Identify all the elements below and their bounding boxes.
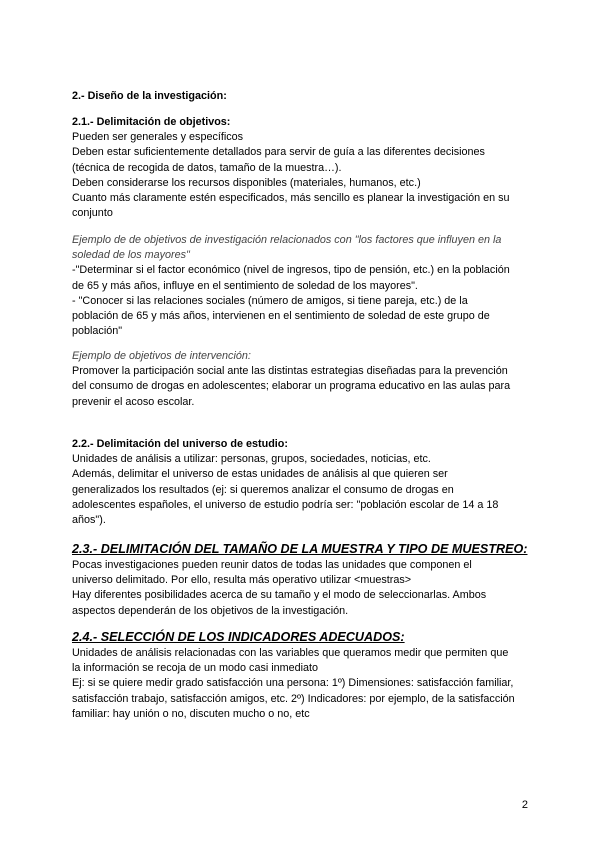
text-line: Pueden ser generales y específicos bbox=[72, 131, 244, 144]
text-line: Promover la participación social ante las distintas estrategias diseñadas para la prevención bbox=[72, 365, 508, 378]
example-title-line: Ejemplo de de objetivos de investigación relacionados con "los factores que influyen en la bbox=[72, 234, 502, 246]
text-line: Deben considerarse los recursos disponibles (materiales, humanos, etc.) bbox=[72, 176, 421, 189]
text-line: Unidades de análisis relacionadas con las variables que queramos medir que permiten que bbox=[72, 647, 509, 659]
example-title: Ejemplo de objetivos de intervención: bbox=[72, 350, 251, 362]
text-line: Deben estar suficientemente detallados para servir de guía a las diferentes decisiones bbox=[72, 146, 485, 159]
text-line: la información se recoja de un modo casi inmediato bbox=[72, 662, 319, 675]
text-line: del consumo de drogas en adolescentes; elaborar un programa educativo en las aulas para bbox=[72, 380, 511, 393]
text-line: Además, delimitar el universo de estas unidades de análisis al que quieren ser bbox=[72, 468, 448, 481]
example-intervention-objectives bbox=[72, 349, 534, 410]
text-line: - "Conocer si las relaciones sociales (número de amigos, si tiene pareja, etc.) de la bbox=[72, 294, 468, 307]
text-line: de 65 y más años, influye en el sentimiento de soledad de los mayores". bbox=[72, 279, 418, 292]
section-2-1 bbox=[72, 115, 534, 221]
section-2-4 bbox=[72, 629, 534, 722]
example-research-objectives bbox=[72, 233, 534, 339]
heading-2-1: 2.1.- Delimitación de objetivos: bbox=[72, 116, 231, 128]
text-line: (técnica de recogida de datos, tamaño de la muestra…). bbox=[72, 161, 342, 174]
text-line: población de 65 y más años, intervienen en el sentimiento de soledad de este grupo de bbox=[72, 310, 490, 323]
section-2-3 bbox=[72, 541, 534, 619]
section-2-2 bbox=[72, 437, 534, 528]
text-line: Cuanto más claramente estén especificados, más sencillo es planear la investigación en su bbox=[72, 192, 510, 205]
text-line: satisfacción trabajo, satisfacción amigos, etc. 2º) Indicadores: por ejemplo, de la satisfacción bbox=[72, 692, 515, 705]
text-line: aspectos dependerán de los objetivos de la investigación. bbox=[72, 604, 349, 617]
text-line: Hay diferentes posibilidades acerca de su tamaño y el modo de seleccionarlas. Ambos bbox=[72, 589, 487, 602]
text-line: adolescentes españoles, el universo de estudio podría ser: "población escolar de 14 a 18 bbox=[72, 498, 499, 511]
text-line: años"). bbox=[72, 514, 106, 527]
heading-2-3: 2.3.- DELIMITACIÓN DEL TAMAÑO DE LA MUESTRA Y TIPO DE MUESTREO: bbox=[72, 542, 528, 556]
text-line: población" bbox=[72, 325, 123, 338]
text-line: prevenir el acoso escolar. bbox=[72, 395, 195, 408]
text-line: Pocas investigaciones pueden reunir datos de todas las unidades que componen el bbox=[72, 559, 472, 571]
heading-2-4: 2.4.- SELECCIÓN DE LOS INDICADORES ADECUADOS: bbox=[72, 630, 405, 644]
text-line: Ej: si se quiere medir grado satisfacción una persona: 1º) Dimensiones: satisfacción familiar, bbox=[72, 677, 514, 690]
text-line: universo delimitado. Por ello, resulta más operativo utilizar <muestras> bbox=[72, 574, 412, 587]
text-line: conjunto bbox=[72, 207, 113, 220]
example-title-line: soledad de los mayores" bbox=[72, 249, 190, 262]
text-line: -"Determinar si el factor económico (nivel de ingresos, tipo de pensión, etc.) en la población bbox=[72, 264, 510, 277]
text-line: Unidades de análisis a utilizar: personas, grupos, sociedades, noticias, etc. bbox=[72, 453, 431, 466]
section-title: 2.- Diseño de la investigación: bbox=[72, 90, 227, 102]
text-line: familiar: hay unión o no, discuten mucho o no, etc bbox=[72, 707, 310, 720]
heading-2-2: 2.2.- Delimitación del universo de estudio: bbox=[72, 438, 288, 450]
page-number: 2 bbox=[521, 799, 528, 811]
text-line: generalizados los resultados (ej: si queremos analizar el consumo de drogas en bbox=[72, 483, 454, 496]
